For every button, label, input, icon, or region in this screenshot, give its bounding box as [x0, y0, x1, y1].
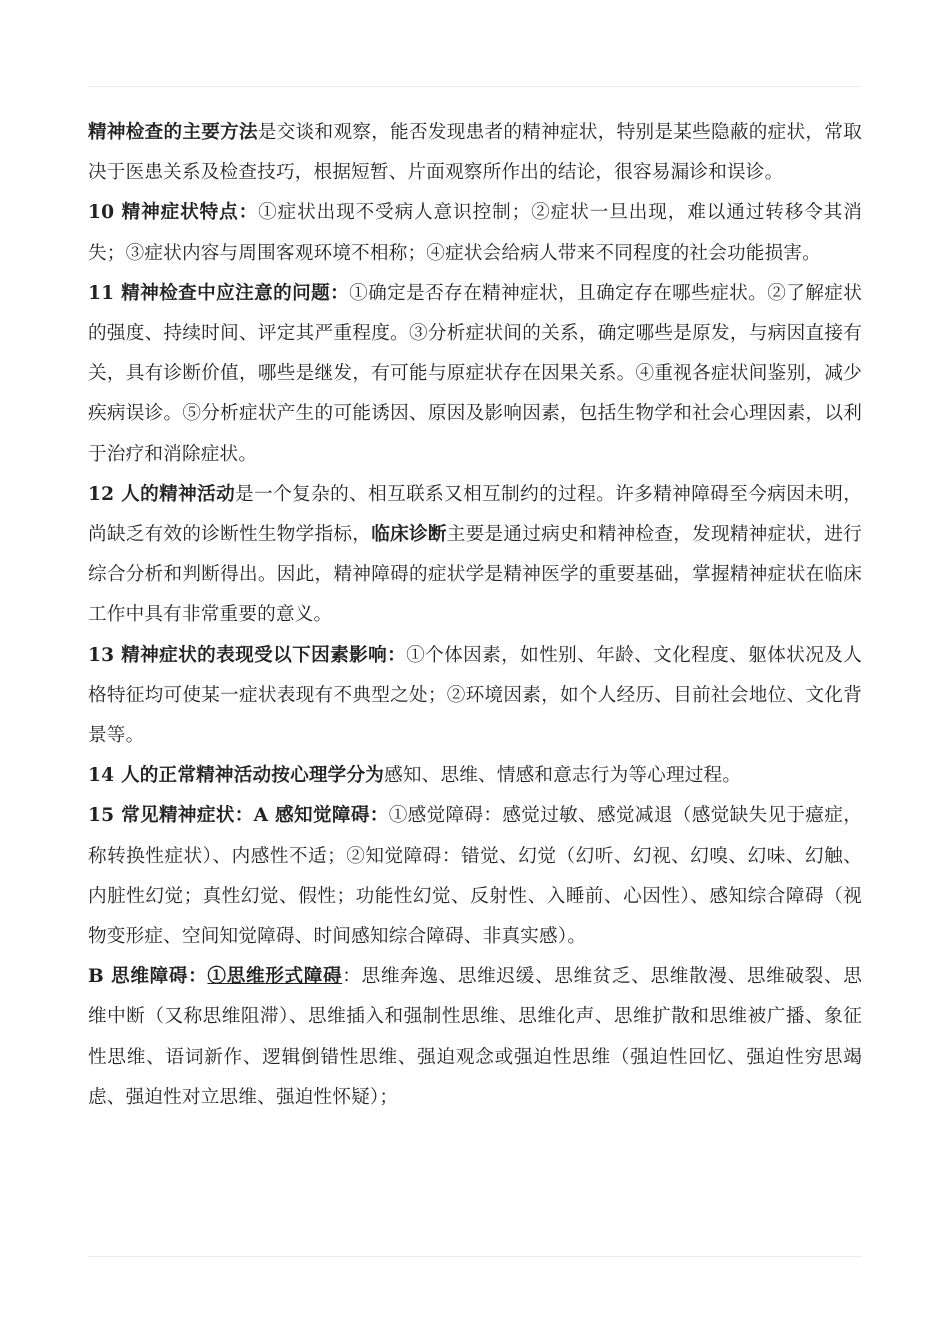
- paragraph-heading: 精神检查的主要方法: [88, 122, 258, 143]
- paragraph-text: 是交谈和观察，能否发现患者的精神症状，特别是某些隐蔽的症状，常取决于医患关系及检查技巧，根据短暂、片面观察所作出的结论，很容易漏诊和误诊。: [88, 122, 862, 184]
- paragraph-text: 是一个复杂的、相互联系又相互制约的过程。许多精神障碍至今病因未明，尚缺乏有效的诊断性生物学指标，: [88, 483, 862, 546]
- paragraph-heading: 10 精神症状特点：: [88, 202, 259, 224]
- paragraph-heading: 15 常见精神症状：A 感知觉障碍：: [88, 805, 389, 827]
- paragraph-text: ①确定是否存在精神症状，且确定存在哪些症状。②了解症状的强度、持续时间、评定其严重程度。③分析症状间的关系，确定哪些是原发，与病因直接有关，具有诊断价值，哪些是继发，有可能与原症状存在因果关系。④重视各症状间鉴别，减少疾病误诊。⑤分析症状产生的可能诱因、原因及影响因素，包括生物学和社会心理因素，以利于治疗和消除症状。: [88, 282, 862, 465]
- paragraph-heading: 14 人的正常精神活动按心理学分为: [88, 765, 385, 787]
- paragraph-text: ①个体因素，如性别、年龄、文化程度、躯体状况及人格特征均可使某一症状表现有不典型之处；②环境因素，如个人经历、目前社会地位、文化背景等。: [88, 644, 862, 747]
- paragraph-text: ①感觉障碍：感觉过敏、感觉减退（感觉缺失见于癔症，称转换性症状）、内感性不适；②知觉障碍：错觉、幻觉（幻听、幻视、幻嗅、幻味、幻触、内脏性幻觉；真性幻觉、假性；功能性幻觉、反射性、入睡前、心因性）、感知综合障碍（视物变形症、空间知觉障碍、时间感知综合障碍、非真实感）。: [88, 805, 862, 948]
- paragraph-underlined-term: ①思维形式障碍: [207, 966, 343, 988]
- header-rule: [88, 86, 862, 87]
- paragraph-12-mental-activity: [88, 475, 862, 636]
- paragraph-10-symptom-features: [88, 193, 862, 273]
- paragraph-heading: 11 精神检查中应注意的问题：: [88, 282, 350, 304]
- paragraph-heading: 13 精神症状的表现受以下因素影响：: [88, 644, 407, 666]
- paragraph-text: ：思维奔逸、思维迟缓、思维贫乏、思维散漫、思维破裂、思维中断（又称思维阻滞）、思维插入和强制性思维、思维化声、思维扩散和思维被广播、象征性思维、语词新作、逻辑倒错性思维、强迫观念或强迫性思维（强迫性回忆、强迫性穷思竭虑、强迫性对立思维、强迫性怀疑）；: [88, 966, 863, 1108]
- paragraph-15b-thought-disorders: [88, 957, 862, 1118]
- paragraph-heading: 12 人的精神活动: [88, 483, 236, 505]
- paragraph-14-normal-activity: [88, 756, 862, 796]
- paragraph-text: 主要是通过病史和精神检查，发现精神症状，进行综合分析和判断得出。因此，精神障碍的症状学是精神医学的重要基础，掌握精神症状在临床工作中具有非常重要的意义。: [88, 524, 862, 626]
- paragraph-13-influencing-factors: [88, 636, 862, 757]
- paragraph-11-exam-notes: [88, 274, 862, 475]
- paragraph-heading: B 思维障碍：: [88, 966, 208, 988]
- paragraph-text: 感知、思维、情感和意志行为等心理过程。: [384, 765, 742, 787]
- paragraph-exam-methods: [88, 113, 862, 193]
- paragraph-text: ①症状出现不受病人意识控制；②症状一旦出现，难以通过转移令其消失；③症状内容与周围客观环境不相称；④症状会给病人带来不同程度的社会功能损害。: [88, 202, 862, 264]
- document-body: [88, 113, 862, 1118]
- footer-rule: [88, 1256, 862, 1257]
- paragraph-15-common-symptoms: [88, 796, 862, 957]
- paragraph-emphasis: 临床诊断: [371, 524, 447, 546]
